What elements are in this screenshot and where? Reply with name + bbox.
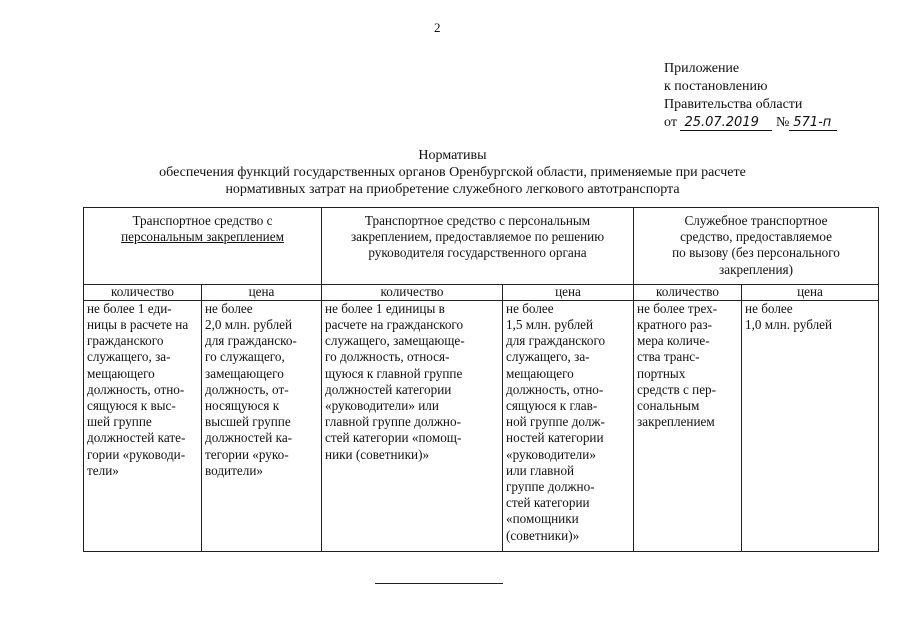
cell-line: гражданского	[87, 333, 164, 349]
cell-line: сональным	[637, 398, 700, 414]
data-row	[84, 300, 879, 551]
norms-table	[83, 207, 879, 552]
cell-line: не более 1 единицы в	[325, 300, 445, 316]
cell-line: средств с пер-	[637, 381, 717, 397]
cell-decision-price	[503, 300, 634, 551]
number-label: №	[775, 115, 790, 130]
cell-line: шей группе	[87, 414, 152, 430]
cell-line: ства транс-	[637, 349, 700, 365]
cell-line: стей категории «помощ-	[325, 430, 462, 446]
cell-line: не более	[205, 300, 253, 316]
cell-line: 2,0 млн. рублей	[205, 317, 293, 333]
group-header-by-decision	[322, 208, 634, 285]
cell-line: ной группе долж-	[506, 414, 605, 430]
subheader-price: цена	[503, 284, 634, 300]
cell-line: служащего, за-	[87, 349, 171, 365]
appendix-line-2: к постановлению	[664, 79, 768, 94]
appendix-block	[664, 60, 874, 132]
cell-line: го служащего,	[205, 349, 285, 365]
resolution-number: 571-п	[789, 115, 837, 131]
subheader-price: цена	[202, 284, 322, 300]
cell-line: должностей ка-	[205, 430, 293, 446]
document-title	[0, 147, 905, 198]
cell-line: ницы в расчете на	[87, 317, 189, 333]
cell-decision-quantity	[322, 300, 503, 551]
cell-line: сящуюся к глав-	[506, 398, 598, 414]
cell-line: 1,0 млн. рублей	[745, 317, 833, 333]
cell-line: замещающего	[205, 365, 284, 381]
appendix-line-3: Правительства области	[664, 97, 803, 112]
cell-personal-price	[202, 300, 322, 551]
subheader-quantity: количество	[84, 284, 202, 300]
footer-rule	[375, 583, 503, 584]
cell-line: не более трех-	[637, 300, 718, 316]
title-line-3: нормативных затрат на приобретение служебного легкового автотранспорта	[225, 182, 680, 197]
group-header-row	[84, 208, 879, 285]
cell-line: для гражданско-	[205, 333, 297, 349]
cell-line: главной группе должно-	[325, 414, 461, 430]
cell-line: или главной	[506, 462, 575, 478]
cell-line: гории «руководи-	[87, 446, 186, 462]
appendix-line-1: Приложение	[664, 61, 740, 76]
subheader-row	[84, 284, 879, 300]
cell-line: щуюся к главной группе	[325, 365, 463, 381]
cell-line: не более	[506, 300, 554, 316]
cell-line: носящуюся к	[205, 398, 280, 414]
group-header-on-call	[634, 208, 879, 285]
cell-on-call-price	[742, 300, 879, 551]
cell-line: портных	[637, 365, 686, 381]
cell-line: водители»	[205, 462, 263, 478]
cell-line: «помощники	[506, 511, 579, 527]
cell-line: кратного раз-	[637, 317, 712, 333]
cell-line: группе должно-	[506, 479, 595, 495]
cell-line: должность, отно-	[87, 381, 185, 397]
cell-line: должностей категории	[325, 381, 452, 397]
group-header-line: персональным закреплением	[121, 229, 284, 245]
cell-line: ники (советники)»	[325, 446, 430, 462]
norms-table-wrapper	[83, 207, 878, 552]
cell-line: мещающего	[87, 365, 155, 381]
group-header-line: Транспортное средство с персональным	[364, 213, 591, 228]
cell-line: высшей группе	[205, 414, 291, 430]
cell-line: служащего, замещающе-	[325, 333, 465, 349]
group-header-line: средство, предоставляемое	[680, 229, 832, 245]
cell-on-call-quantity	[634, 300, 742, 551]
cell-line: должность, от-	[205, 381, 289, 397]
cell-line: сящуюся к выс-	[87, 398, 176, 414]
cell-line: должность, отно-	[506, 381, 604, 397]
cell-line: закреплением	[637, 414, 715, 430]
cell-line: «руководители»	[506, 446, 596, 462]
cell-line: мещающего	[506, 365, 574, 381]
cell-line: расчете на гражданского	[325, 317, 464, 333]
cell-line: «руководители» или	[325, 398, 439, 414]
group-header-personal	[84, 208, 322, 285]
from-label: от	[664, 115, 677, 130]
cell-line: тели»	[87, 462, 119, 478]
cell-line: не более 1 еди-	[87, 300, 172, 316]
cell-line: (советники)»	[506, 527, 580, 543]
subheader-quantity: количество	[634, 284, 742, 300]
cell-personal-quantity	[84, 300, 202, 551]
group-header-line: Транспортное средство с	[132, 213, 273, 228]
resolution-date: 25.07.2019	[680, 115, 772, 131]
title-line-1: Нормативы	[418, 148, 487, 163]
cell-line: 1,5 млн. рублей	[506, 317, 594, 333]
group-header-line: руководителя государственного органа	[368, 245, 587, 261]
cell-line: должностей кате-	[87, 430, 186, 446]
cell-line: го должность, относя-	[325, 349, 450, 365]
cell-line: служащего, за-	[506, 349, 590, 365]
resolution-reference	[664, 114, 874, 132]
cell-line: мера количе-	[637, 333, 710, 349]
cell-line: стей категории	[506, 495, 590, 511]
group-header-line: закреплением, предоставляемое по решению	[350, 229, 605, 245]
subheader-quantity: количество	[322, 284, 503, 300]
cell-line: ностей категории	[506, 430, 604, 446]
cell-line: тегории «руко-	[205, 446, 289, 462]
title-line-2: обеспечения функций государственных органов Оренбургской области, применяемые при расчете	[159, 165, 746, 180]
subheader-price: цена	[742, 284, 879, 300]
cell-line: не более	[745, 300, 793, 316]
group-header-line: по вызову (без персонального	[672, 245, 840, 261]
page-number: 2	[434, 20, 441, 35]
cell-line: для гражданского	[506, 333, 606, 349]
group-header-line: Служебное транспортное	[684, 213, 828, 228]
group-header-line: закрепления)	[719, 261, 793, 277]
